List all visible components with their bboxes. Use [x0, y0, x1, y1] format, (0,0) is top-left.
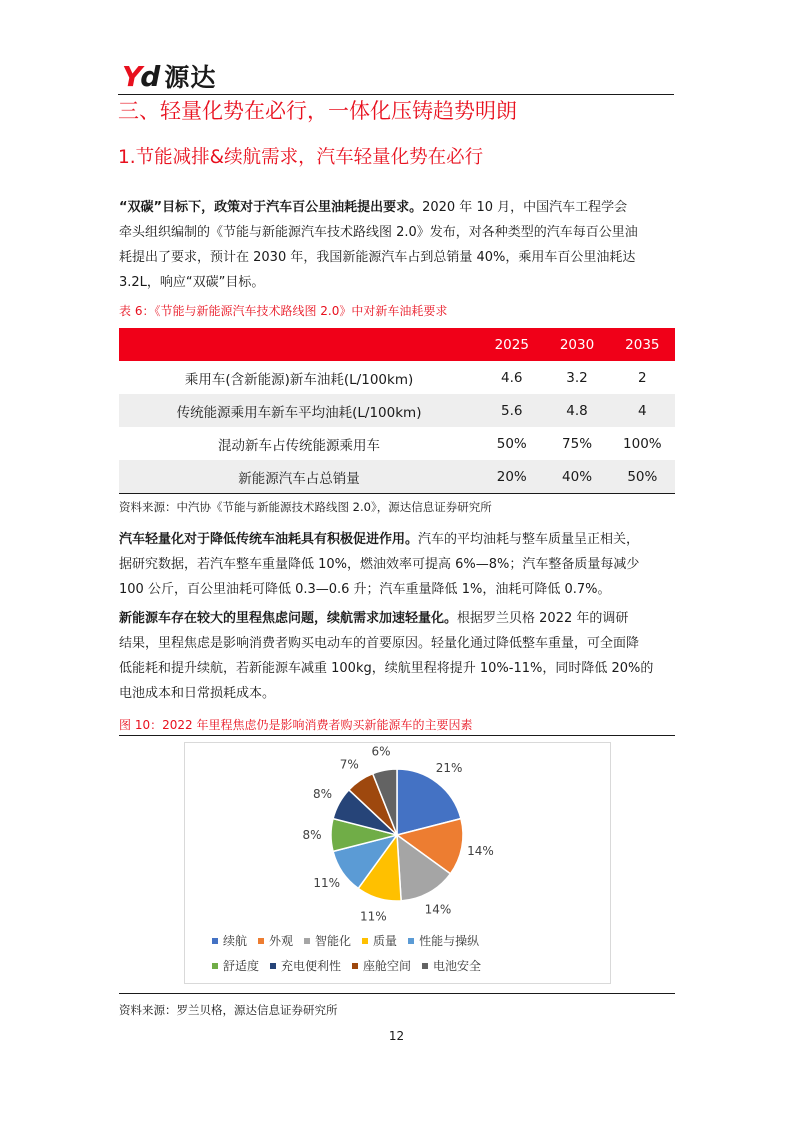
- pie-data-label: 6%: [371, 744, 391, 759]
- legend-item: 智能化: [304, 932, 351, 949]
- table-cell: 40%: [544, 460, 609, 494]
- paragraph-line: 结果，里程焦虑是影响消费者购买电动车的首要原因。轻量化通过降低整车重量，可全面降: [119, 636, 640, 651]
- paragraph-line: 100 公斤，百公里油耗可降低 0.3—0.6 升；汽车重量降低 1%，油耗可降低 0.7%。: [119, 582, 611, 597]
- paragraph-lead: “双碳”目标下，政策对于汽车百公里油耗提出要求。: [119, 200, 423, 215]
- table-header-cell: 2030: [544, 328, 609, 361]
- pie-data-label: 21%: [435, 760, 463, 775]
- table-cell: 5.6: [479, 394, 544, 427]
- page-number: 12: [388, 1029, 405, 1043]
- pie-data-label: 11%: [359, 909, 387, 922]
- legend-item: 座舱空间: [352, 957, 411, 974]
- paragraph-double-carbon: [119, 195, 675, 295]
- paragraph-line: 电池成本和日常损耗成本。: [119, 686, 276, 701]
- table-source: 资料来源：中汽协《节能与新能源技术路线图 2.0》，源达信息证券研究所: [119, 500, 492, 514]
- table-cell: 50%: [496, 435, 527, 452]
- table-cell: 传统能源乘用车新车平均油耗(L/100km): [119, 394, 479, 427]
- table-cell: 4.6: [501, 369, 523, 386]
- table-header-cell: [119, 328, 479, 361]
- paragraph-range-anxiety: [119, 606, 675, 706]
- paragraph-line: 耗提出了要求，预计在 2030 年，我国新能源汽车占到总销量 40%，乘用车百公里油耗达: [119, 250, 636, 265]
- legend-swatch: [258, 938, 264, 944]
- legend-swatch: [212, 963, 218, 969]
- paragraph-line: 牵头组织编制的《节能与新能源汽车技术路线图 2.0》发布，对各种类型的汽车每百公里油: [119, 225, 638, 240]
- section-title: 三、轻量化势在必行，一体化压铸趋势明朗: [118, 94, 674, 127]
- table-cell: 4: [610, 394, 675, 427]
- pie-data-label: 7%: [339, 757, 359, 772]
- pie-data-label: 14%: [467, 843, 494, 858]
- table-row: [119, 427, 675, 460]
- chart-legend-row-1: [212, 932, 490, 949]
- legend-swatch: [422, 963, 428, 969]
- table-caption: 表 6：《节能与新能源汽车技术路线图 2.0》中对新车油耗要求: [119, 304, 448, 318]
- paragraph-line: 低能耗和提升续航，若新能源车减重 100kg，续航里程将提升 10%-11%，同时降低 20%的: [119, 661, 654, 676]
- paragraph-line: 3.2L，响应“双碳”目标。: [119, 275, 265, 290]
- paragraph-lightweight: [119, 527, 675, 602]
- logo: [122, 60, 216, 92]
- table-row: [119, 361, 675, 394]
- table-cell: 20%: [479, 460, 544, 494]
- logo-text: 源达: [164, 63, 217, 92]
- table-header-row: [119, 328, 675, 361]
- fuel-consumption-table: [119, 328, 675, 494]
- pie-data-label: 8%: [312, 787, 333, 802]
- figure-source: 资料来源：罗兰贝格，源达信息证券研究所: [119, 1003, 338, 1017]
- paragraph-lead: 汽车轻量化对于降低传统车油耗具有积极促进作用。: [119, 532, 419, 547]
- table-cell: 2: [638, 369, 647, 386]
- table-cell: 3.2: [566, 369, 588, 386]
- logo-mark: Yd: [122, 59, 159, 93]
- pie-data-label: 11%: [313, 875, 341, 890]
- table-row: [119, 394, 675, 427]
- legend-item: 质量: [362, 932, 397, 949]
- table-cell: 乘用车(含新能源)新车油耗(L/100km): [184, 371, 414, 388]
- table-cell: 100%: [623, 435, 662, 452]
- subsection-title: 1.节能减排&续航需求，汽车轻量化势在必行: [118, 147, 484, 168]
- paragraph-line: 汽车的平均油耗与整车质量呈正相关，: [418, 532, 640, 547]
- chart-legend-row-2: [212, 957, 492, 974]
- legend-swatch: [362, 938, 368, 944]
- legend-swatch: [270, 963, 276, 969]
- table-header-cell: 2025: [479, 328, 544, 361]
- pie-data-label: 14%: [424, 902, 452, 917]
- paragraph-line: 根据罗兰贝格 2022 年的调研: [457, 611, 629, 626]
- legend-item: 续航: [212, 932, 247, 949]
- legend-item: 舒适度: [212, 957, 259, 974]
- legend-item: 电池安全: [422, 957, 481, 974]
- table-header-cell: 2035: [610, 328, 675, 361]
- pie-data-label: 8%: [302, 828, 322, 842]
- table-cell: 75%: [562, 435, 593, 452]
- table-cell: 50%: [610, 460, 675, 494]
- legend-item: 充电便利性: [270, 957, 341, 974]
- legend-swatch: [352, 963, 358, 969]
- table-cell: 4.8: [544, 394, 609, 427]
- paragraph-line: 2020 年 10 月，中国汽车工程学会: [422, 200, 628, 215]
- legend-swatch: [212, 938, 218, 944]
- paragraph-line: 据研究数据，若汽车整车重量降低 10%，燃油效率可提高 6%—8%；汽车整备质量每减少: [119, 557, 640, 572]
- legend-item: 性能与操纵: [408, 932, 479, 949]
- legend-swatch: [304, 938, 310, 944]
- table-cell: 混动新车占传统能源乘用车: [218, 437, 381, 454]
- caption-divider: [119, 735, 675, 736]
- figure-bottom-rule: [119, 993, 675, 994]
- pie-chart: [184, 742, 611, 922]
- table-row: [119, 460, 675, 494]
- legend-item: 外观: [258, 932, 293, 949]
- table-cell: 新能源汽车占总销量: [119, 460, 479, 494]
- figure-caption: 图 10：2022 年里程焦虑仍是影响消费者购买新能源车的主要因素: [119, 718, 473, 732]
- paragraph-lead: 新能源车存在较大的里程焦虑问题，续航需求加速轻量化。: [119, 611, 458, 626]
- legend-swatch: [408, 938, 414, 944]
